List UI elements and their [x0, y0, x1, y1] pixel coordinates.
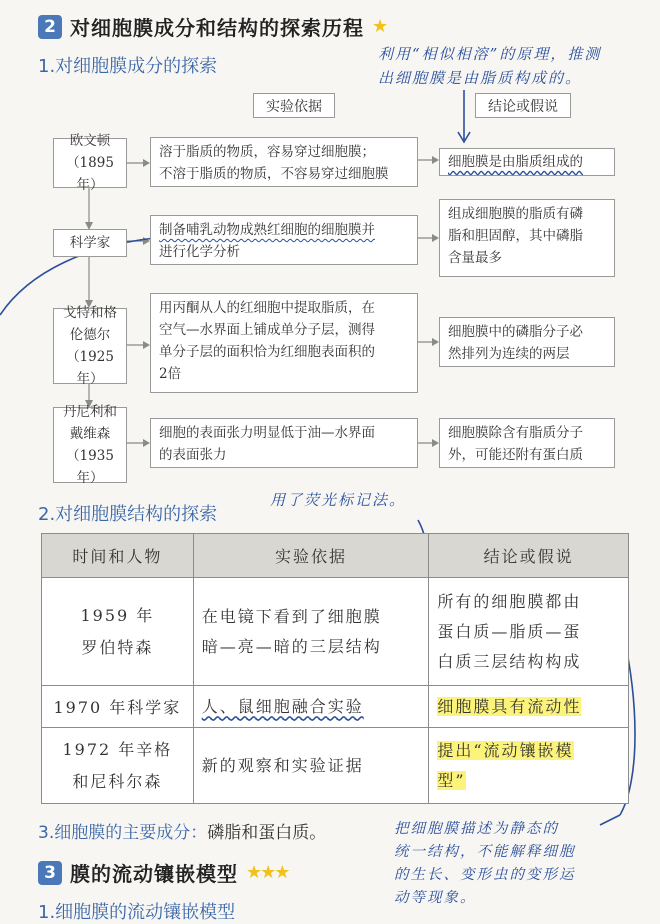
table-cell-person	[42, 728, 194, 804]
person-box-1	[53, 133, 127, 193]
conclusion-line: 脂和胆固醇，其中磷脂	[448, 228, 583, 244]
basis-line: 不溶于脂质的物质，不容易穿过细胞膜	[159, 166, 389, 182]
person-text: 戈特和格	[63, 305, 117, 321]
part2-heading: 2.对细胞膜结构的探索	[38, 504, 218, 525]
header-conclusion: 结论或假说	[475, 93, 571, 118]
conclusion-line: 细胞膜除含有脂质分子	[448, 425, 583, 441]
star-icon: ★	[372, 16, 387, 37]
basis-line: 单分子层的面积恰为红细胞表面积的	[159, 344, 375, 360]
basis-box-1	[150, 137, 418, 187]
table-cell-conclusion	[429, 578, 629, 686]
person-text: 戴维森	[69, 426, 111, 442]
table-cell-basis	[193, 728, 429, 804]
conclusion-box-2	[439, 199, 615, 277]
part3-line	[38, 818, 326, 843]
conclusion-line: 组成细胞膜的脂质有磷	[448, 206, 583, 222]
basis-box-4	[150, 418, 418, 468]
cell-line: 罗伯特森	[81, 637, 154, 657]
section-number-badge: 2	[38, 15, 62, 39]
cell-line: 和尼科尔森	[72, 771, 163, 791]
section-3-heading	[38, 858, 288, 887]
note-line: 出细胞膜是由脂质构成的。	[378, 69, 583, 87]
basis-line: 进行化学分析	[159, 244, 240, 260]
person-text: 科学家	[69, 235, 111, 251]
part3-lead: 3.细胞膜的主要成分：	[38, 823, 208, 843]
part3-text: 磷脂和蛋白质。	[207, 823, 327, 843]
section3-subheading: 1.细胞膜的流动镶嵌模型	[38, 902, 236, 923]
part1-heading: 1.对细胞膜成分的探索	[38, 56, 218, 77]
cell-line: 型”	[437, 770, 466, 790]
cell-line: 1972 年辛格	[62, 739, 173, 759]
basis-line: 用丙酮从人的红细胞中提取脂质，在	[159, 300, 375, 316]
table-row	[42, 728, 629, 804]
conclusion-line: 含量最多	[448, 250, 502, 266]
section-number-badge: 3	[38, 861, 62, 885]
table-cell-person	[42, 686, 194, 728]
cell-line: 1970 年科学家	[53, 698, 182, 717]
conclusion-line: 细胞膜中的磷脂分子必	[448, 324, 583, 340]
person-box-2	[53, 229, 127, 257]
note-line: 的生长、变形虫的变形运	[394, 867, 576, 883]
cell-line: 1959 年	[80, 605, 155, 625]
table-cell-conclusion	[429, 686, 629, 728]
table-header-row	[42, 534, 629, 578]
table-cell-person	[42, 578, 194, 686]
person-text: 丹尼利和	[63, 404, 117, 420]
cell-line: 新的观察和实验证据	[201, 755, 364, 775]
basis-line: 2倍	[159, 366, 182, 382]
basis-box-3	[150, 293, 418, 393]
handwritten-note-3	[394, 818, 576, 910]
basis-line: 溶于脂质的物质，容易穿过细胞膜；	[159, 144, 375, 160]
person-year: （1895年）	[66, 155, 114, 193]
table-row	[42, 578, 629, 686]
table-cell-basis	[193, 578, 429, 686]
basis-line: 细胞的表面张力明显低于油—水界面	[159, 425, 375, 441]
person-year: （1925年）	[66, 349, 114, 387]
conclusion-line: 细胞膜是由脂质组成的	[448, 154, 583, 170]
conclusion-box-4	[439, 418, 615, 468]
note-line: 统一结构，不能解释细胞	[394, 844, 576, 860]
structure-table	[41, 533, 629, 804]
person-text: 欧文顿	[69, 133, 111, 149]
conclusion-box-3	[439, 317, 615, 367]
section-title: 膜的流动镶嵌模型	[70, 862, 238, 886]
table-header: 实验依据	[193, 534, 429, 578]
cell-line: 所有的细胞膜都由	[437, 591, 582, 611]
person-box-4	[53, 404, 127, 486]
basis-line: 的表面张力	[159, 447, 227, 463]
basis-box-2	[150, 215, 418, 265]
cell-line: 细胞膜具有流动性	[437, 696, 582, 716]
cell-line: 蛋白质—脂质—蛋	[437, 621, 582, 641]
cell-line: 人、鼠细胞融合实验	[201, 696, 364, 716]
conclusion-line: 然排列为连续的两层	[448, 346, 570, 362]
cell-line: 在电镜下看到了细胞膜	[201, 606, 382, 626]
conclusion-line: 外，可能还附有蛋白质	[448, 447, 583, 463]
person-text: 伦德尔	[69, 327, 111, 343]
conclusion-box-1	[439, 148, 615, 176]
cell-line: 提出“流动镶嵌模	[437, 740, 574, 760]
table-header: 结论或假说	[429, 534, 629, 578]
note-line: 动等现象。	[394, 890, 477, 906]
table-row	[42, 686, 629, 728]
person-year: （1935年）	[66, 448, 114, 486]
person-box-3	[53, 305, 127, 387]
table-cell-basis	[193, 686, 429, 728]
table-header: 时间和人物	[42, 534, 194, 578]
cell-line: 暗—亮—暗的三层结构	[201, 636, 382, 656]
section-title: 对细胞膜成分和结构的探索历程	[70, 16, 364, 40]
basis-line: 空气—水界面上铺成单分子层，测得	[159, 322, 375, 338]
cell-line: 白质三层结构构成	[437, 651, 582, 671]
handwritten-note-2: 用了荧光标记法。	[270, 491, 407, 509]
note-line: 利用“相似相溶”的原理，推测	[378, 45, 602, 63]
note-line: 把细胞膜描述为静态的	[394, 821, 559, 837]
header-basis: 实验依据	[253, 93, 335, 118]
star-icon: ★★★	[246, 862, 289, 883]
table-cell-conclusion	[429, 728, 629, 804]
basis-line: 制备哺乳动物成熟红细胞的细胞膜并	[159, 222, 375, 238]
